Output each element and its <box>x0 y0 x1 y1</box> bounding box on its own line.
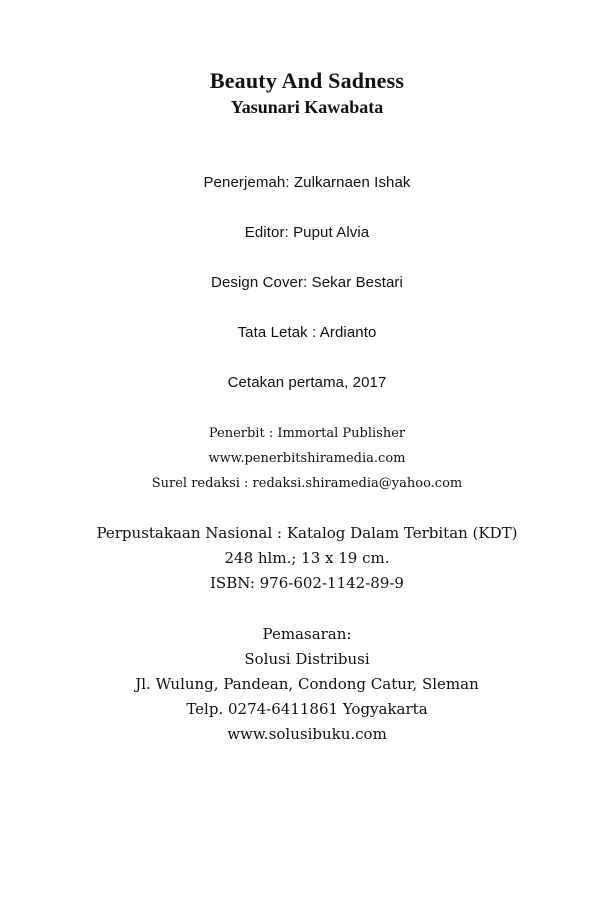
catalog-pages-size: 248 hlm.; 13 x 19 cm. <box>224 549 390 567</box>
catalog-kdt: Perpustakaan Nasional : Katalog Dalam Terbitan (KDT) <box>96 524 518 542</box>
translator-credit: Penerjemah: Zulkarnaen Ishak <box>203 174 411 191</box>
distributor-name: Solusi Distribusi <box>244 650 370 668</box>
editor-credit: Editor: Puput Alvia <box>244 224 370 241</box>
distributor-website: www.solusibuku.com <box>227 725 387 743</box>
layout-credit: Tata Letak : Ardianto <box>237 324 377 341</box>
cover-design-credit: Design Cover: Sekar Bestari <box>211 274 403 291</box>
marketing-heading: Pemasaran: <box>262 625 352 643</box>
publisher-email: Surel redaksi : redaksi.shiramedia@yahoo.com <box>151 476 463 491</box>
distributor-address: Jl. Wulung, Pandean, Condong Catur, Sleman <box>135 675 479 693</box>
publisher-name: Penerbit : Immortal Publisher <box>208 426 406 441</box>
catalog-isbn: ISBN: 976-602-1142-89-9 <box>210 574 404 592</box>
publisher-website: www.penerbitshiramedia.com <box>208 451 406 466</box>
edition-info: Cetakan pertama, 2017 <box>227 374 387 391</box>
distributor-phone: Telp. 0274-6411861 Yogyakarta <box>186 700 428 718</box>
book-title: Beauty And Sadness <box>209 68 405 93</box>
book-author: Yasunari Kawabata <box>230 97 384 117</box>
